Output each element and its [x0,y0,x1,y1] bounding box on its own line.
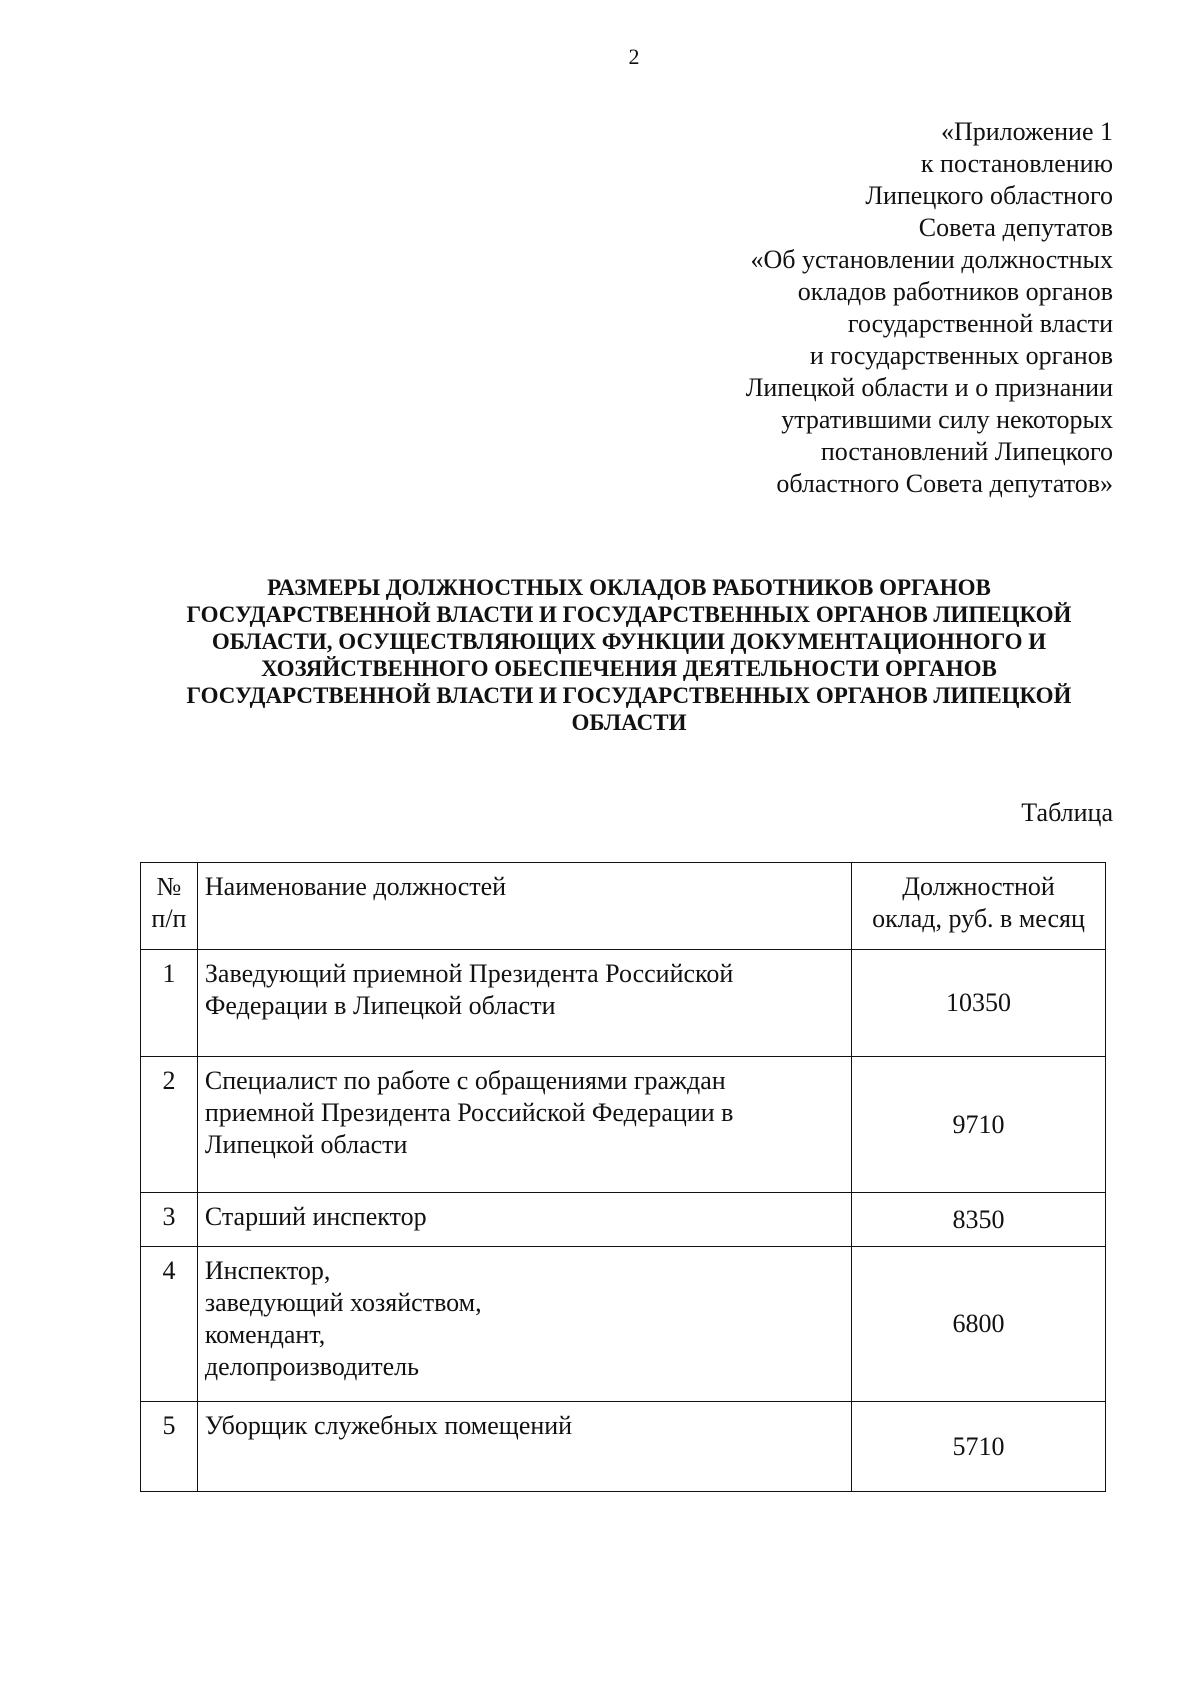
appendix-line: и государственных органов [809,341,1113,370]
header-number-line: № [156,872,182,901]
row-salary: 10350 [852,950,1106,1057]
appendix-line: Совета депутатов [918,213,1113,242]
header-salary-line: Должностной [902,872,1055,901]
header-salary [852,863,1106,950]
title-line: ХОЗЯЙСТВЕННОГО ОБЕСПЕЧЕНИЯ ДЕЯТЕЛЬНОСТИ ОРГАНОВ [261,656,997,681]
appendix-line: Липецкой области и о признании [745,373,1113,402]
table-row [141,1402,1106,1492]
row-number: 4 [141,1247,198,1402]
table-row [141,950,1106,1057]
appendix-line: «Приложение 1 [940,117,1113,146]
row-salary: 5710 [852,1402,1106,1492]
title-line: ГОСУДАРСТВЕННОЙ ВЛАСТИ И ГОСУДАРСТВЕННЫХ ОРГАНОВ ЛИПЕЦКОЙ [186,602,1072,627]
position-line: делопроизводитель [204,1352,419,1381]
position-line: Старший инспектор [204,1202,427,1231]
position-line: комендант, [204,1320,326,1349]
header-position-name: Наименование должностей [197,863,851,950]
position-line: Липецкой области [204,1130,408,1159]
table-row [141,1057,1106,1193]
position-line: Уборщик служебных помещений [204,1411,573,1440]
title-line: ОБЛАСТИ, ОСУЩЕСТВЛЯЮЩИХ ФУНКЦИИ ДОКУМЕНТАЦИОННОГО И [211,629,1047,654]
table-label: Таблица [1021,798,1113,827]
row-salary: 8350 [852,1193,1106,1247]
row-position-name [197,1402,851,1492]
table-header-row [141,863,1106,950]
row-position-name [197,1057,851,1193]
appendix-line: постановлений Липецкого [820,437,1113,466]
row-number: 2 [141,1057,198,1193]
row-salary: 6800 [852,1247,1106,1402]
position-line: приемной Президента Российской Федерации в [204,1098,734,1127]
position-line: Заведующий приемной Президента Российской [204,959,734,988]
row-salary: 9710 [852,1057,1106,1193]
table-row [141,1247,1106,1402]
position-line: Федерации в Липецкой области [204,991,556,1020]
appendix-line: «Об установлении должностных [750,245,1113,274]
appendix-line: утратившими силу некоторых [781,405,1113,434]
appendix-line: Липецкого областного [865,181,1113,210]
salary-table [140,862,1106,1492]
appendix-line: областного Совета депутатов» [776,469,1113,498]
appendix-header [746,116,1113,500]
row-number: 1 [141,950,198,1057]
document-title [145,574,1113,736]
row-position-name [197,1193,851,1247]
position-line: Инспектор, [204,1256,331,1285]
row-position-name [197,1247,851,1402]
page-number: 2 [628,44,640,69]
title-line: ГОСУДАРСТВЕННОЙ ВЛАСТИ И ГОСУДАРСТВЕННЫХ ОРГАНОВ ЛИПЕЦКОЙ [186,683,1072,708]
row-position-name [197,950,851,1057]
header-number-line: п/п [151,904,187,933]
row-number: 5 [141,1402,198,1492]
header-number [141,863,198,950]
position-line: заведующий хозяйством, [204,1288,482,1317]
appendix-line: государственной власти [847,309,1113,338]
row-number: 3 [141,1193,198,1247]
appendix-line: к постановлению [920,149,1113,178]
table-row [141,1193,1106,1247]
title-line: РАЗМЕРЫ ДОЛЖНОСТНЫХ ОКЛАДОВ РАБОТНИКОВ ОРГАНОВ [267,575,991,600]
header-salary-line: оклад, руб. в месяц [872,904,1085,933]
title-line: ОБЛАСТИ [571,710,687,735]
position-line: Специалист по работе с обращениями граждан [204,1066,726,1095]
appendix-line: окладов работников органов [797,277,1113,306]
